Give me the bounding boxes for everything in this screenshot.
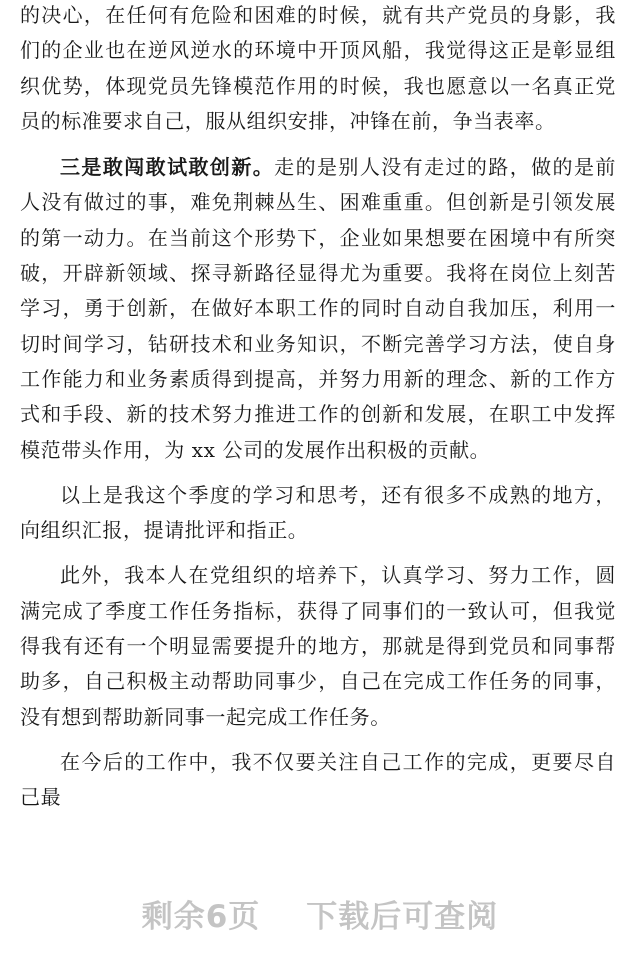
paragraph-1-text: 的决心，在任何有危险和困难的时候，就有共产党员的身影，我们的企业也在逆风逆水的环境中开顶风船，我觉得这正是彰显组织优势，体现党员先锋模范作用的时候，我也愿意以一名真正党员的标准要求自己，服从组织安排，冲锋在前，争当表率。	[20, 3, 616, 133]
paragraph-1	[20, 0, 616, 139]
paragraph-2	[20, 150, 616, 468]
section-heading-innovation: 三是敢闯敢试敢创新。	[60, 155, 275, 180]
paragraph-5-text: 在今后的工作中，我不仅要关注自己工作的完成，更要尽自己最	[20, 749, 616, 810]
remaining-pages-label[interactable]: 剩余6页	[141, 898, 261, 935]
paragraph-5	[20, 745, 616, 816]
paragraph-3	[20, 478, 616, 549]
paragraph-4-text: 此外，我本人在党组织的培养下，认真学习、努力工作，圆满完成了季度工作任务指标，获得了同事们的一致认可，但我觉得我有还有一个明显需要提升的地方，那就是得到党员和同事帮助多，自己积极主动帮助同事少，自己在完成工作任务的同事，没有想到帮助新同事一起完成工作任务。	[20, 563, 616, 729]
document-body	[20, 0, 616, 810]
paragraph-4	[20, 558, 616, 734]
paragraph-2-text: 走的是别人没有走过的路，做的是前人没有做过的事，难免荆棘丛生、困难重重。但创新是引领发展的第一动力。在当前这个形势下，企业如果想要在困境中有所突破，开辟新领域、探寻新路径显得尤为重要。我将在岗位上刻苦学习，勇于创新，在做好本职工作的同时自动自我加压，利用一切时间学习，钻研技术和业务知识，不断完善学习方法，使自身工作能力和业务素质得到提高，并努力用新的理念、新的工作方式和手段、新的技术努力推进工作的创新和发展，在职工中发挥模范带头作用，为 xx 公司的发展作出积极的贡献。	[20, 155, 616, 462]
download-to-view-label[interactable]: 下载后可查阅	[306, 898, 499, 935]
paragraph-3-text: 以上是我这个季度的学习和思考，还有很多不成熟的地方，向组织汇报，提请批评和指正。	[20, 482, 616, 543]
download-banner[interactable]	[0, 888, 640, 938]
